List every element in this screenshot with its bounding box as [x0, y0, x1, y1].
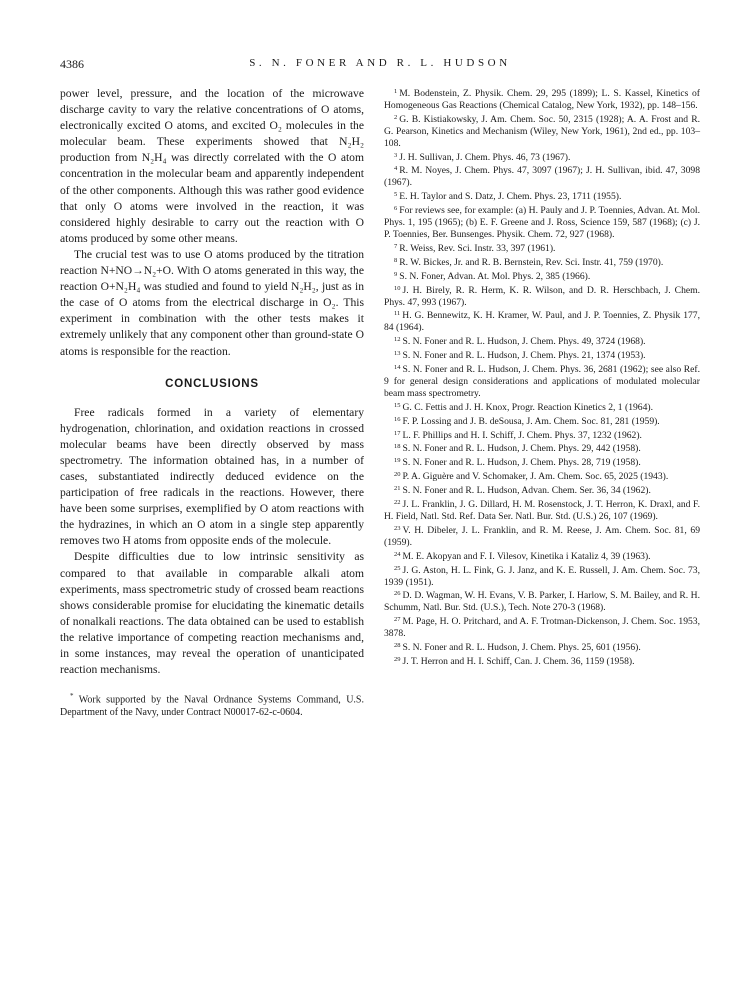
footnote-mark: * — [70, 692, 74, 701]
reference-number: 27 — [394, 616, 401, 624]
reference-text: S. N. Foner and R. L. Hudson, J. Chem. Phys. 36, 2681 (1962); see also Ref. 9 for general design considerations and applications of modulated molecular beam mass spectrometry. — [384, 364, 700, 399]
conclusions-paragraph: Free radicals formed in a variety of elementary hydrogenation, chlorination, and oxidation reactions in crossed molecular beams have been directly observed by mass spectrometry. The information obtained has, in a number of cases, substantiated indirectly deduced evidence on the participation of free radicals in the reactions. However, there have been some surprises, exemplified by O atom reactions with the hydrazines, in which an O atom in a single step apparently removes two H atoms from opposite ends of the molecule. — [60, 405, 364, 548]
reference-item — [384, 241, 700, 255]
reference-text: J. L. Franklin, J. G. Dillard, H. M. Rosenstock, J. T. Herron, K. Draxl, and F. H. Field, Natl. Std. Ref. Data Ser. Natl. Bur. Std. (U.S.) 26, 107 (1969). — [384, 499, 700, 522]
reference-item — [384, 86, 700, 112]
reference-item — [384, 654, 700, 668]
reference-text: L. F. Phillips and H. I. Schiff, J. Chem. Phys. 37, 1232 (1962). — [402, 429, 642, 441]
reference-item — [384, 112, 700, 150]
reference-number: 13 — [394, 350, 401, 358]
reference-item — [384, 640, 700, 654]
reference-text: S. N. Foner and R. L. Hudson, J. Chem. Phys. 21, 1374 (1953). — [402, 350, 646, 362]
reference-text: V. H. Dibeler, J. L. Franklin, and R. M. Reese, J. Am. Chem. Soc. 81, 69 (1959). — [384, 524, 700, 548]
reference-item — [384, 283, 700, 309]
reference-item — [384, 362, 700, 400]
reference-text: J. G. Aston, H. L. Fink, G. J. Janz, and K. E. Russell, J. Am. Chem. Soc. 73, 1939 (1951). — [384, 564, 700, 588]
reference-item — [384, 414, 700, 428]
conclusions-paragraph: Despite difficulties due to low intrinsic sensitivity as compared to that available in comparable alkali atom experiments, mass spectrometric study of crossed beam reactions shows considerable promise for elucidating the kinematic details of nonalkali reactions. The data obtained can be used to establish the relative importance of competing reaction mechanisms and, in some instances, may reveal the operation of unanticipated reaction mechanisms. — [60, 550, 364, 677]
reference-item — [384, 614, 700, 640]
reference-number: 21 — [394, 485, 401, 493]
reference-text: M. Page, H. O. Pritchard, and A. F. Trotman-Dickenson, J. Chem. Soc. 1953, 3878. — [384, 616, 700, 640]
reference-text: G. C. Fettis and J. H. Knox, Progr. Reaction Kinetics 2, 1 (1964). — [402, 401, 653, 413]
reference-item — [384, 334, 700, 348]
reference-number: 14 — [394, 364, 401, 372]
reference-text: M. Bodenstein, Z. Physik. Chem. 29, 295 (1899); L. S. Kassel, Kinetics of Homogeneous Gas Reactions (Chemical Catalog, New York, 1932), pp. 148–156. — [384, 88, 700, 111]
reference-number: 3 — [394, 151, 398, 159]
reference-text: S. N. Foner and R. L. Hudson, Advan. Chem. Ser. 36, 34 (1962). — [402, 485, 651, 497]
reference-number: 5 — [394, 191, 398, 199]
reference-number: 16 — [394, 415, 401, 423]
reference-text: G. B. Kistiakowsky, J. Am. Chem. Soc. 50, 2315 (1928); A. A. Frost and R. G. Pearson, Kinetics and Mechanism (Wiley, New York, 1961), 2nd ed., pp. 103–108. — [384, 113, 700, 149]
reference-number: 17 — [394, 429, 401, 437]
left-column — [60, 86, 364, 720]
reference-item — [384, 348, 700, 362]
reference-number: 22 — [394, 499, 401, 507]
reference-text: S. N. Foner and R. L. Hudson, J. Chem. Phys. 29, 442 (1958). — [402, 443, 641, 455]
reference-number: 20 — [394, 471, 401, 479]
reference-text: R. M. Noyes, J. Chem. Phys. 47, 3097 (1967); J. H. Sullivan, ibid. 47, 3098 (1967). — [384, 165, 700, 189]
reference-text: R. W. Bickes, Jr. and R. B. Bernstein, Rev. Sci. Instr. 41, 759 (1970). — [399, 256, 664, 268]
references-column — [384, 86, 700, 668]
reference-item — [384, 588, 700, 614]
reference-item — [384, 255, 700, 269]
reference-item — [384, 523, 700, 549]
reference-number: 12 — [394, 336, 401, 344]
reference-text: S. N. Foner and R. L. Hudson, J. Chem. Phys. 25, 601 (1956). — [402, 642, 641, 654]
reference-item — [384, 455, 700, 469]
reference-item — [384, 441, 700, 455]
reference-number: 19 — [394, 457, 401, 465]
reference-number: 4 — [394, 165, 398, 173]
page-header — [60, 57, 700, 75]
reference-item — [384, 189, 700, 203]
reference-text: R. Weiss, Rev. Sci. Instr. 33, 397 (1961). — [399, 242, 556, 254]
reference-item — [384, 483, 700, 497]
reference-number: 18 — [394, 443, 401, 451]
reference-number: 8 — [394, 256, 398, 264]
reference-text: For reviews see, for example: (a) H. Pauly and J. P. Toennies, Advan. At. Mol. Phys. 1, 195 (1965); (b) E. F. Greene and J. Ross, Science 159, 587 (1968); (c) J. P. Toennies, Ber. Bunsenges. Physik. Chem. 72, 927 (1968). — [384, 205, 700, 240]
reference-number: 28 — [394, 642, 401, 650]
reference-number: 26 — [394, 590, 401, 598]
reference-item — [384, 497, 700, 523]
reference-item — [384, 469, 700, 483]
footnote — [60, 690, 364, 719]
reference-text: E. H. Taylor and S. Datz, J. Chem. Phys. 23, 1711 (1955). — [399, 191, 622, 203]
reference-item — [384, 163, 700, 189]
page-number: 4386 — [60, 57, 84, 71]
reference-item — [384, 150, 700, 164]
reference-number: 6 — [394, 205, 398, 213]
body-paragraph: The crucial test was to use O atoms produced by the titration reaction N+NO→N₂+O. With O atoms generated in this way, the reaction O+N₂H₄ was studied and found to yield N₂H₂, just as in the case of O atoms from the electrical discharge in O₂. This experiment in combination with the other tests makes it extremely unlikely that any component other than ground-state O atoms is responsible for the reaction. — [60, 247, 364, 358]
reference-text: J. H. Sullivan, J. Chem. Phys. 46, 73 (1967). — [399, 151, 571, 163]
reference-item — [384, 203, 700, 241]
reference-text: S. N. Foner, Advan. At. Mol. Phys. 2, 385 (1966). — [399, 270, 591, 282]
body-paragraph: power level, pressure, and the location of the microwave discharge cavity to vary the relative concentrations of O atoms, electronically excited O atoms, and excited O₂ molecules in the molecular beam. These experiments showed that N₂H₂ production from N₂H₄ was directly correlated with the O atom concentration in the molecular beam and apparently independent of the other components. Although this was rather good evidence that only O atoms were involved in the reaction, it was considered highly desirable to carry out the reaction with O atoms produced by some other means. — [60, 87, 364, 245]
reference-number: 1 — [394, 88, 398, 95]
reference-number: 25 — [394, 564, 401, 572]
reference-item — [384, 308, 700, 334]
reference-number: 9 — [394, 270, 398, 278]
reference-number: 10 — [394, 284, 401, 292]
reference-text: D. D. Wagman, W. H. Evans, V. B. Parker, I. Harlow, S. M. Bailey, and R. H. Schumm, Natl. Bur. Std. (U.S.), Tech. Note 270-3 (1968). — [384, 590, 700, 614]
reference-item — [384, 400, 700, 414]
footnote-text: Work supported by the Naval Ordnance Systems Command, U.S. Department of the Navy, under Contract N00017-62-c-0604. — [60, 694, 364, 719]
running-head: S. N. FONER AND R. L. HUDSON — [249, 57, 511, 69]
reference-text: M. E. Akopyan and F. I. Vilesov, Kinetika i Kataliz 4, 39 (1963). — [402, 550, 651, 562]
reference-item — [384, 563, 700, 589]
reference-item — [384, 269, 700, 283]
reference-number: 11 — [394, 310, 401, 318]
reference-number: 23 — [394, 524, 401, 532]
reference-text: P. A. Giguère and V. Schomaker, J. Am. Chem. Soc. 65, 2025 (1943). — [402, 471, 669, 483]
reference-text: J. T. Herron and H. I. Schiff, Can. J. Chem. 36, 1159 (1958). — [402, 655, 635, 667]
reference-text: H. G. Bennewitz, K. H. Kramer, W. Paul, and J. P. Toennies, Z. Physik 177, 84 (1964). — [384, 310, 700, 334]
reference-text: S. N. Foner and R. L. Hudson, J. Chem. Phys. 49, 3724 (1968). — [402, 336, 646, 348]
reference-number: 29 — [394, 655, 401, 663]
reference-item — [384, 549, 700, 563]
reference-number: 15 — [394, 401, 401, 409]
reference-text: F. P. Lossing and J. B. deSousa, J. Am. Chem. Soc. 81, 281 (1959). — [402, 415, 660, 427]
reference-number: 24 — [394, 550, 401, 558]
reference-number: 2 — [394, 113, 398, 121]
section-heading-conclusions: CONCLUSIONS — [165, 377, 259, 390]
reference-item — [384, 428, 700, 442]
reference-number: 7 — [394, 242, 398, 250]
reference-text: S. N. Foner and R. L. Hudson, J. Chem. Phys. 28, 719 (1958). — [402, 457, 641, 469]
reference-text: J. H. Birely, R. R. Herm, K. R. Wilson, and D. R. Herschbach, J. Chem. Phys. 47, 993 (1967). — [384, 284, 700, 308]
